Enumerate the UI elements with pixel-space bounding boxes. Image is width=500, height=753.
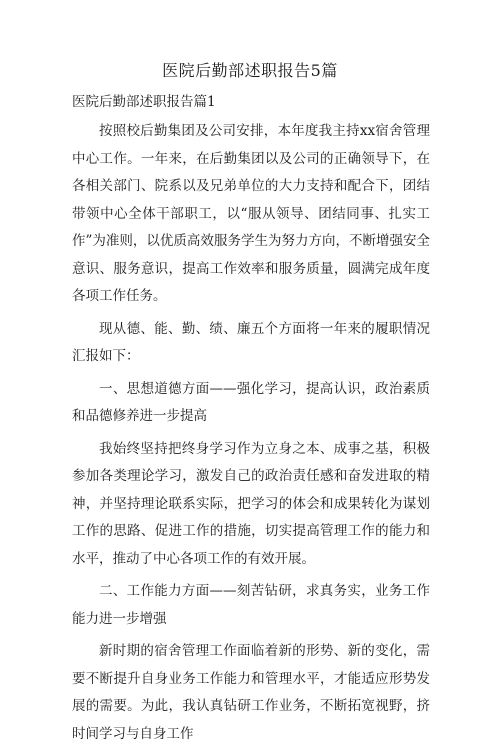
document-subtitle: 医院后勤部述职报告篇1: [72, 94, 216, 110]
paragraph: 我始终坚持把终身学习作为立身之本、成事之基，积极参加各类理论学习，激发自己的政治责任感和奋发进取的精神，并坚持理论联系实际，把学习的体会和成果转化为谋划工作的思路、促进工作的措施，切实提高管理工作的能力和水平，推动了中心各项工作的有效开展。: [72, 440, 430, 567]
paragraph: 按照校后勤集团及公司安排，本年度我主持xx宿舍管理中心工作。一年来，在后勤集团以及公司的正确领导下，在各相关部门、院系以及兄弟单位的大力支持和配合下，团结带领中心全体干部职工，以“服从领导、团结同事、扎实工作”为准则，以优质高效服务学生为努力方向，不断增强安全意识、服务意识，提高工作效率和服务质量，圆满完成年度各项工作任务。: [72, 123, 430, 304]
paragraph: 现从德、能、勤、绩、廉五个方面将一年来的履职情况汇报如下：: [72, 320, 430, 364]
section-heading: 二、工作能力方面——刻苦钻研，求真务实，业务工作能力进一步增强: [72, 583, 430, 627]
paragraph: 新时期的宿舍管理工作面临着新的形势、新的变化，需要不断提升自身业务工作能力和管理水平，才能适应形势发展的需要。为此，我认真钻研工作业务，不断拓宽视野，挤时间学习与自身工作: [72, 643, 430, 742]
document-title: 医院后勤部述职报告5篇: [162, 61, 338, 80]
document-body: [72, 118, 430, 753]
section-heading: 一、思想道德方面——强化学习，提高认识，政治素质和品德修养进一步提高: [72, 380, 430, 424]
